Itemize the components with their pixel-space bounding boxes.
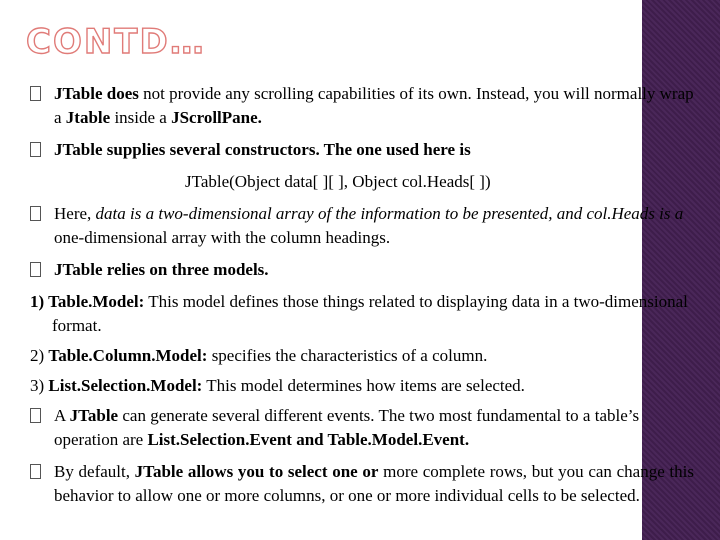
text-italic: data is a two-dimensional array of the information to be presented, and col.Heads is a [95, 204, 684, 223]
slide-content [30, 82, 694, 516]
text-bold: JTable relies on three models. [54, 260, 269, 279]
bullet-4 [30, 258, 694, 282]
numbered-item-1 [30, 290, 694, 338]
text-bold: Pane. [221, 108, 262, 127]
text: By default, [54, 462, 135, 481]
text-bold: JTable allows you to select one or [134, 462, 379, 481]
bullet-2 [30, 138, 694, 162]
text-bold: JScroll [171, 108, 222, 127]
bullet-box-icon [30, 464, 41, 479]
bullet-3 [30, 202, 694, 250]
numbered-item-3 [30, 374, 694, 398]
item-number: 3) [30, 376, 49, 395]
bullet-1 [30, 82, 694, 130]
text-bold: JTable [69, 406, 119, 425]
text: A [54, 406, 70, 425]
text: can generate several different events. The two most fundamental to a table’s operation are [54, 406, 640, 449]
text-bold: List.Selection.Event and Table.Model.Event. [147, 430, 470, 449]
text: more complete rows, but you can change this behavior to allow one or more columns, or one or more individual cells to be selected. [54, 462, 694, 505]
text-bold: Jtable [65, 108, 111, 127]
text-bold: JTable does [54, 84, 139, 103]
text: This model determines how items are selected. [202, 376, 525, 395]
text-bold: Table.Model: [48, 292, 145, 311]
bullet-box-icon [30, 86, 41, 101]
text-bold: List.Selection.Model: [48, 376, 203, 395]
numbered-item-2 [30, 344, 694, 368]
text-bold: JTable supplies several constructors. The one used here is [54, 140, 471, 159]
item-number: 2) [30, 346, 49, 365]
text: inside a [110, 108, 172, 127]
code-line: JTable(Object data[ ][ ], Object col.Heads[ ]) [185, 172, 491, 191]
text: one-dimensional array with the column headings. [54, 228, 391, 247]
item-number: 1) [30, 292, 49, 311]
bullet-5 [30, 404, 694, 452]
slide-title: CONTD… [26, 22, 206, 62]
bullet-box-icon [30, 408, 41, 423]
bullet-box-icon [30, 142, 41, 157]
bullet-box-icon [30, 206, 41, 221]
bullet-box-icon [30, 262, 41, 277]
text: specifies the characteristics of a column. [207, 346, 488, 365]
text: not provide any scrolling capabilities of its own. Instead, you will normally wrap a [54, 84, 694, 127]
text: Here, [54, 204, 96, 223]
text-bold: Table.Column.Model: [48, 346, 208, 365]
text: This model defines those things related to displaying data in a two-dimensional format. [52, 292, 688, 335]
bullet-6 [30, 460, 694, 508]
